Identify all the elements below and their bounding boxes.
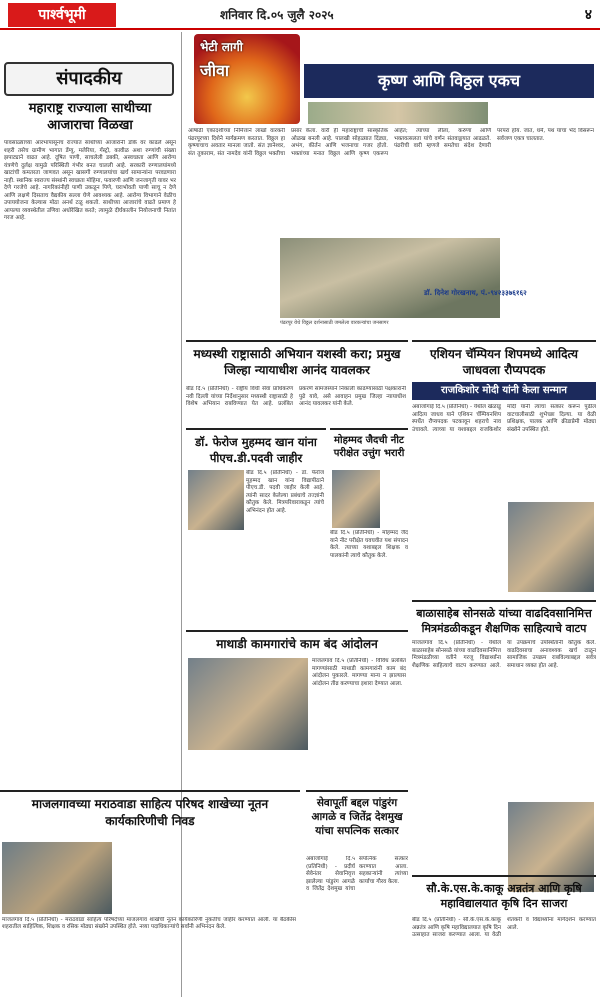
article-headline[interactable]: सौ.के.एस.के.काकू अन्नतंत्र आणि कृषि महाविद्यालयात कृषि दिन साजरा xyxy=(426,882,582,910)
feature-kicker-line2: जीवा xyxy=(200,61,230,80)
article-headline[interactable]: मध्यस्थी राष्ट्रासाठी अभियान यशस्वी करा; प्रमुख जिल्हा न्यायाधीश आनंद यावलकर xyxy=(193,347,401,377)
article-marathwada xyxy=(0,790,300,995)
portrait-photo xyxy=(332,470,380,528)
article-headline[interactable]: एशियन चॅम्पियन शिपमध्ये आदित्य जाधवला रौप्यपदक xyxy=(430,347,578,377)
article-headline[interactable]: माथाडी कामगारांचे काम बंद आंदोलन xyxy=(216,637,378,651)
article-mathadi xyxy=(186,630,408,778)
article-feroz-khan xyxy=(186,428,326,628)
masthead xyxy=(0,0,600,30)
article-asian-championship xyxy=(412,340,596,580)
article-photo xyxy=(188,658,308,750)
feature-kicker-line1: भेटी लागी xyxy=(200,40,243,54)
newspaper-brand[interactable]: पार्श्वभूमी xyxy=(8,3,116,27)
feature-author: डॉ. दिनेश गोरखनाथ, पं.-९४२३३७६१६२ xyxy=(424,289,527,297)
page-number: ४ xyxy=(584,7,592,23)
feature-photo-caption: पंढरपूर येथे विठ्ठल दर्शनासाठी जमलेला वारकऱ्यांचा जनसागर xyxy=(280,320,389,326)
article-body: बीड दि.५ (प्रतिनिधी) - राष्ट्रीय विधी सेवा प्राधिकरण नवी दिल्ली यांच्या निर्देशानुसार मध्यस्थी राष्ट्रासाठी हे विशेष अभियान राबविण्यात येत आहे. प्रलंबित प्रकरणे सामंजस्याने निकाली काढण्यासाठी पक्षकारांनी पुढे यावे, असे आवाहन प्रमुख जिल्हा न्यायाधीश आनंद यावलकर यांनी केले. xyxy=(186,386,406,407)
article-headline[interactable]: बाळासाहेब सोनसळे यांच्या वाढदिवसानिमित्त मित्रमंडळीकडून शैक्षणिक साहित्याचे वाटप xyxy=(416,607,592,635)
article-body: बीड दि.५ (प्रतिनिधी) - मोहम्मद जैद याने नीट परीक्षेत घवघवीत यश संपादन केले. त्याच्या यशाबद्दल शिक्षक व पालकांनी त्याचे कौतुक केले. xyxy=(330,530,408,559)
article-body: माजलगाव दि.५ (प्रतिनिधी) - येथील बाळासाहेब सोनसळे यांच्या वाढदिवसानिमित्त मित्रमंडळीच्या वतीने गरजू विद्यार्थ्यांना शैक्षणिक साहित्याचे वाटप करण्यात आले. या उपक्रमाचे उपस्थितांनी कौतुक केले. वाढदिवसाचा अनावश्यक खर्च टाळून सामाजिक उपक्रम राबविल्याबद्दल सर्वत्र समाधान व्यक्त होत आहे. xyxy=(412,640,596,669)
article-krushi-din xyxy=(412,875,596,997)
article-mohammad-zaid xyxy=(330,428,408,628)
article-body: बीड दि.५ (प्रतिनिधी) - डॉ. फेरोज मुहम्मद खान यांना विद्यापीठाने पीएच.डी. पदवी जाहीर केली आहे. त्यांनी सादर केलेल्या प्रबंधाचे तज्ज्ञांनी कौतुक केले. मित्रपरिवाराकडून त्यांचे अभिनंदन होत आहे. xyxy=(246,470,324,514)
editorial-banner: संपादकीय xyxy=(4,62,174,96)
issue-date: शनिवार दि.०५ जुलै २०२५ xyxy=(220,8,334,22)
feature-main-photo xyxy=(280,238,500,318)
article-vitthal xyxy=(186,32,596,337)
article-photo xyxy=(508,502,594,592)
article-body: अंबाजोगाई दि.५ (प्रतिनिधी) - प्रदीर्घ सेवेनंतर सेवानिवृत्त झालेल्या पांडुरंग आगळे व जितेंद्र देशमुख यांचा सपत्निक सत्कार करण्यात आला. सहकाऱ्यांनी त्यांच्या कार्याचा गौरव केला. xyxy=(306,856,408,892)
article-subheadline: राजकिशोर मोदी यांनी केला सन्मान xyxy=(412,382,596,400)
editorial-body: पावसाळ्याच्या आरंभापासूनच राज्यात साथीच्या आजारांनी डोके वर काढले असून शहरी तसेच ग्रामीण भागात डेंग्यू, मलेरिया, गॅस्ट्रो, कावीळ अशा रुग्णांची संख्या झपाट्याने वाढत आहे. दूषित पाणी, साचलेली डबकी, अस्वच्छता आणि आरोग्य यंत्रणेचे दुर्लक्ष यामुळे परिस्थिती गंभीर बनत चालली आहे. सरकारी रुग्णालयांमध्ये खाटांची कमतरता जाणवत असून खासगी रुग्णालयांचा खर्च सामान्यांना परवडणारा नाही. स्थानिक स्वराज्य संस्थांनी स्वच्छता मोहिमा, फवारणी आणि जनजागृती यावर भर देणे गरजेचे आहे. नागरिकांनीही पाणी उकळून पिणे, घराभोवती पाणी साचू न देणे आणि लक्षणे दिसताच वैद्यकीय सल्ला घेणे आवश्यक आहे. आरोग्य विभागाने वेळीच उपाययोजना केल्यास मोठा अनर्थ टळू शकतो. साथीच्या आजारांचे वाढते प्रमाण हे आपल्या व्यवस्थेतील उणिवा अधोरेखित करते; त्यामुळे दीर्घकालीन नियोजनाची नितांत गरज आहे. xyxy=(4,140,176,221)
feature-body: आषाढी एकादशीच्या निमित्ताने लाखो वारकरी पंढरपूरच्या दिशेने मार्गक्रमण करतात. विठ्ठल हा कृष्णाचाच अवतार मानला जातो. संत ज्ञानेश्वर, संत तुकाराम, संत नामदेव यांनी विठ्ठल भक्तीचा प्रसार केला. वारी ही महाराष्ट्राची सांस्कृतिक ओळख बनली आहे. पालखी सोहळ्यात दिंड्या, अभंग, कीर्तन आणि भजनाचा गजर होतो. भक्तांच्या मनात विठ्ठल आणि कृष्ण एकरूप आहेत; त्यांच्या लीला, करुणा आणि भक्तवत्सलता यांचे वर्णन संतवाङ्मयात आढळते. पंढरीची वारी म्हणजे समतेचा संदेश देणारी परंपरा होय. जात, धर्म, पंथ यांचा भेद विसरून सर्वजण एकत्र चालतात. xyxy=(188,128,594,157)
article-headline[interactable]: सेवापूर्ती बद्दल पांडुरंग आगळे व जितेंद्र देशमुख यांचा सपत्निक सत्कार xyxy=(311,797,403,837)
article-headline[interactable]: मोहम्मद जैदची नीट परीक्षेत उत्तुंग भरारी xyxy=(333,435,405,459)
article-body: माजलगाव दि.५ (प्रतिनिधी) - मराठवाडा साहित्य परिषदेच्या माजलगाव शाखेची नूतन कार्यकारिणी नुकतीच जाहीर करण्यात आली. या बैठकीस शहरातील साहित्यिक, शिक्षक व रसिक मोठ्या संख्येने उपस्थित होते. नव्या पदाधिकाऱ्यांचे सर्वांनी अभिनंदन केले. xyxy=(2,917,296,931)
article-body: अंबाजोगाई दि.५ (प्रतिनिधी) - येथील खेळाडू आदित्य जाधव याने एशियन चॅम्पियनशिप स्पर्धेत रौप्यपदक पटकावून शहराचे नाव उंचावले. त्याच्या या यशाबद्दल राजकिशोर मोदी यांनी त्याचा सत्कार करून पुढील वाटचालीसाठी शुभेच्छा दिल्या. या वेळी प्रशिक्षक, पालक आणि क्रीडाप्रेमी मोठ्या संख्येने उपस्थित होते. xyxy=(412,404,596,433)
editorial-headline[interactable]: महाराष्ट्र राज्याला साथीच्या आजाराचा विळखा xyxy=(28,101,152,133)
article-body: माजलगाव दि.५ (प्रतिनिधी) - विविध प्रलंबित मागण्यांसाठी माथाडी कामगारांनी काम बंद आंदोलन पुकारले. मागण्या मान्य न झाल्यास आंदोलन तीव्र करण्याचा इशारा देण्यात आला. xyxy=(312,658,406,687)
feature-photo-strip xyxy=(308,102,488,124)
article-balasaheb xyxy=(412,600,596,800)
article-photo xyxy=(2,842,112,914)
article-sevapurti xyxy=(306,790,408,995)
article-headline[interactable]: माजलगावच्या मराठवाडा साहित्य परिषद शाखेच्या नूतन कार्यकारिणीची निवड xyxy=(31,797,269,828)
portrait-photo xyxy=(188,470,244,530)
feature-title[interactable]: कृष्ण आणि विठ्ठल एकच xyxy=(304,64,594,98)
article-headline[interactable]: डॉ. फेरोज मुहम्मद खान यांना पीएच.डी.पदवी जाहीर xyxy=(195,435,317,465)
feature-logo xyxy=(194,34,300,124)
article-body: बीड दि.५ (प्रतिनिधी) - सौ.के.एस.के.काकू अन्नतंत्र आणि कृषि महाविद्यालयात कृषि दिन उत्साहात साजरा करण्यात आला. या वेळी शेतकरी व विद्यार्थ्यांना मार्गदर्शन करण्यात आले. xyxy=(412,917,596,938)
